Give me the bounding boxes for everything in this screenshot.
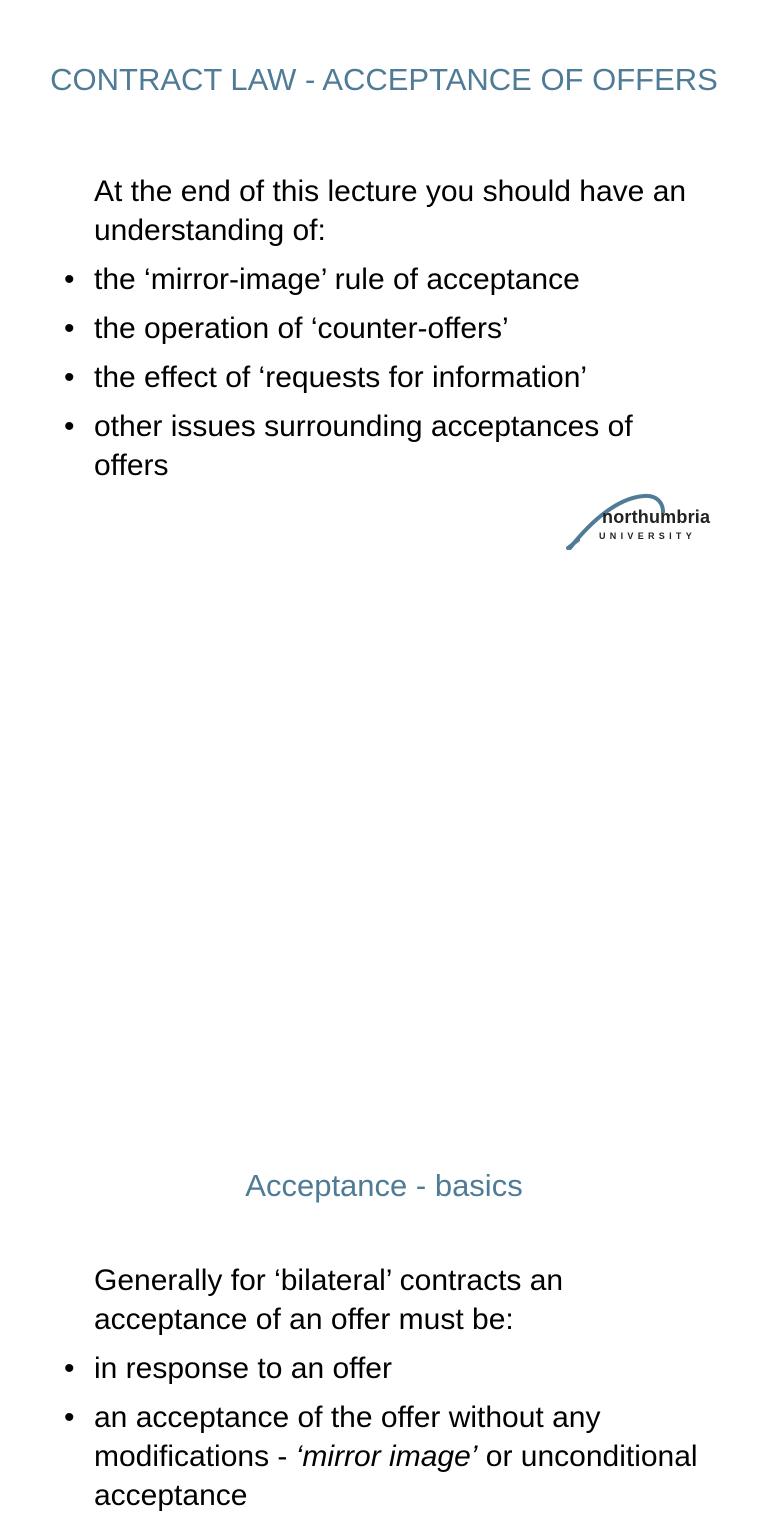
- slide-2-title: Acceptance - basics: [245, 1168, 523, 1203]
- bullet-item: [60, 309, 698, 348]
- bullet-item: [60, 1349, 698, 1388]
- bullet-text: the operation of ‘counter-offers’: [94, 312, 509, 345]
- bullet-emphasis: ‘mirror image’: [295, 1440, 478, 1473]
- slide-1-intro: At the end of this lecture you should have an understanding of:: [94, 175, 687, 247]
- bullet-item: [60, 407, 698, 485]
- slide-1-bullet-list: [60, 260, 698, 485]
- logo-subtitle: UNIVERSITY: [599, 531, 697, 541]
- bullet-text: the effect of ‘requests for information’: [94, 361, 588, 394]
- bullet-item: [60, 260, 698, 299]
- bullet-dot: •: [64, 312, 75, 345]
- bullet-item: [60, 1398, 698, 1515]
- bullet-dot: •: [64, 1352, 75, 1385]
- bullet-dot: •: [64, 410, 75, 443]
- slide-1-title: CONTRACT LAW - ACCEPTANCE OF OFFERS: [50, 62, 718, 97]
- bullet-text-after: or unconditional acceptance: [94, 1440, 698, 1512]
- slide-2-bullet-list: [60, 1349, 698, 1515]
- bullet-dot: •: [64, 1401, 75, 1434]
- logo-wordmark: northumbria: [602, 507, 711, 527]
- bullet-text: other issues surrounding acceptances of offers: [94, 410, 633, 482]
- bullet-text: the ‘mirror-image’ rule of acceptance: [94, 263, 580, 296]
- bullet-item: [60, 358, 698, 397]
- slide-2-content: [60, 1261, 698, 1525]
- bullet-text-before: an acceptance of the offer without any modifications -: [94, 1401, 601, 1473]
- slide-2-intro: Generally for ‘bilateral’ contracts an acceptance of an offer must be:: [94, 1264, 564, 1336]
- slide-2: [0, 512, 768, 1512]
- slide-1-content: [60, 172, 698, 495]
- bullet-text: in response to an offer: [94, 1352, 392, 1385]
- bullet-dot: •: [64, 263, 75, 296]
- slide-1: [0, 0, 768, 512]
- bullet-dot: •: [64, 361, 75, 394]
